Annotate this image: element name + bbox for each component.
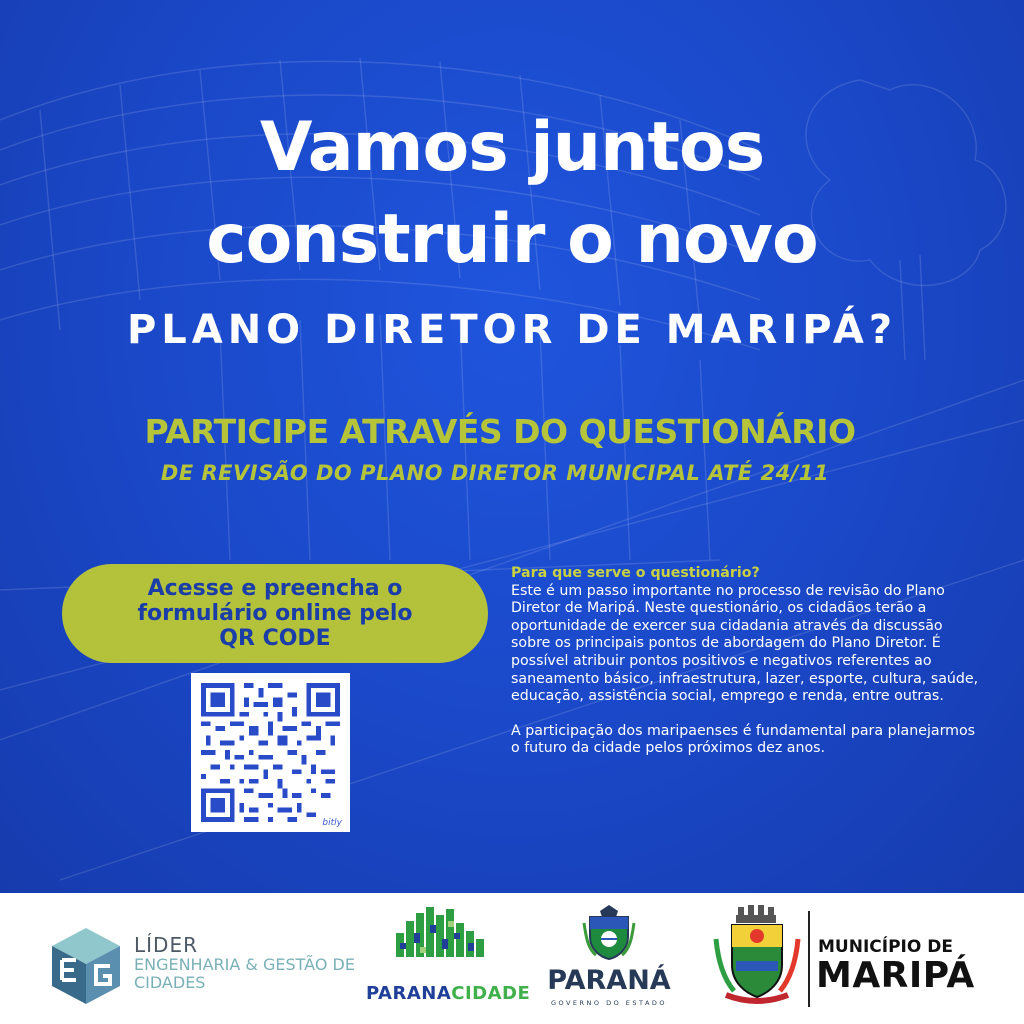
- parana-government-label: GOVERNO DO ESTADO: [550, 999, 668, 1007]
- lider-logo: [50, 926, 355, 1006]
- info-block: [511, 565, 981, 758]
- partner-logos-footer: [0, 893, 1024, 1024]
- headline-line-2: construir o novo: [206, 200, 818, 279]
- access-form-button[interactable]: [62, 564, 488, 663]
- info-question: Para que serve o questionário?: [511, 565, 760, 581]
- paranacidade-wordmark: [366, 983, 531, 1004]
- info-paragraph-2: A participação dos maripaenses é fundamental para planejarmos o futuro da cidade pelos próximos dez anos.: [511, 722, 976, 757]
- qr-code-icon: [201, 683, 340, 822]
- qr-brand-label: bitly: [322, 818, 342, 828]
- maripa-divider: [808, 911, 810, 1007]
- lider-eg-cube-logo-icon: [50, 926, 122, 1006]
- maripa-top-label: MUNICÍPIO DE: [818, 937, 953, 957]
- paranacidade-logo: [366, 903, 531, 1013]
- participe-title: PARTICIPE ATRAVÉS DO QUESTIONÁRIO: [144, 412, 856, 451]
- info-paragraph-1: Este é um passo importante no processo de revisão do Plano Diretor de Maripá. Neste questionário, os cidadãos terão a oportunidade de exercer sua cidadania através da discussão sobre os principais pontos de abordagem do Plano Diretor. É possível atribuir pontos positivos e negativos referentes ao saneamento básico, infraestrutura, lazer, esporte, cultura, saúde, educação, assistência social, emprego e renda, entre outras.: [511, 582, 979, 705]
- qr-code[interactable]: [191, 673, 350, 832]
- participe-subtitle: DE REVISÃO DO PLANO DIRETOR MUNICIPAL ATÉ 24/11: [160, 461, 830, 485]
- paranacidade-word-b: CIDADE: [451, 983, 531, 1004]
- paranacidade-word-a: PARANA: [366, 983, 452, 1004]
- parana-wordmark: PARANÁ: [547, 965, 671, 996]
- parana-state-crest-icon: [582, 903, 636, 961]
- lider-subtitle: ENGENHARIA & GESTÃO DE CIDADES: [134, 955, 355, 992]
- paranacidade-blocks-logo-icon: [394, 903, 486, 973]
- headline-line-3: PLANO DIRETOR DE MARIPÁ?: [126, 307, 898, 353]
- parana-government-logo: [538, 903, 680, 1015]
- maripa-municipal-crest-icon: [712, 905, 802, 1005]
- lider-title: LÍDER: [134, 933, 198, 957]
- access-form-label: Acesse e preencha o formulário online pelo QR CODE: [137, 576, 413, 651]
- headline-line-1: Vamos juntos: [259, 108, 765, 187]
- maripa-name: MARIPÁ: [816, 955, 975, 996]
- maripa-municipality-logo: [712, 905, 982, 1013]
